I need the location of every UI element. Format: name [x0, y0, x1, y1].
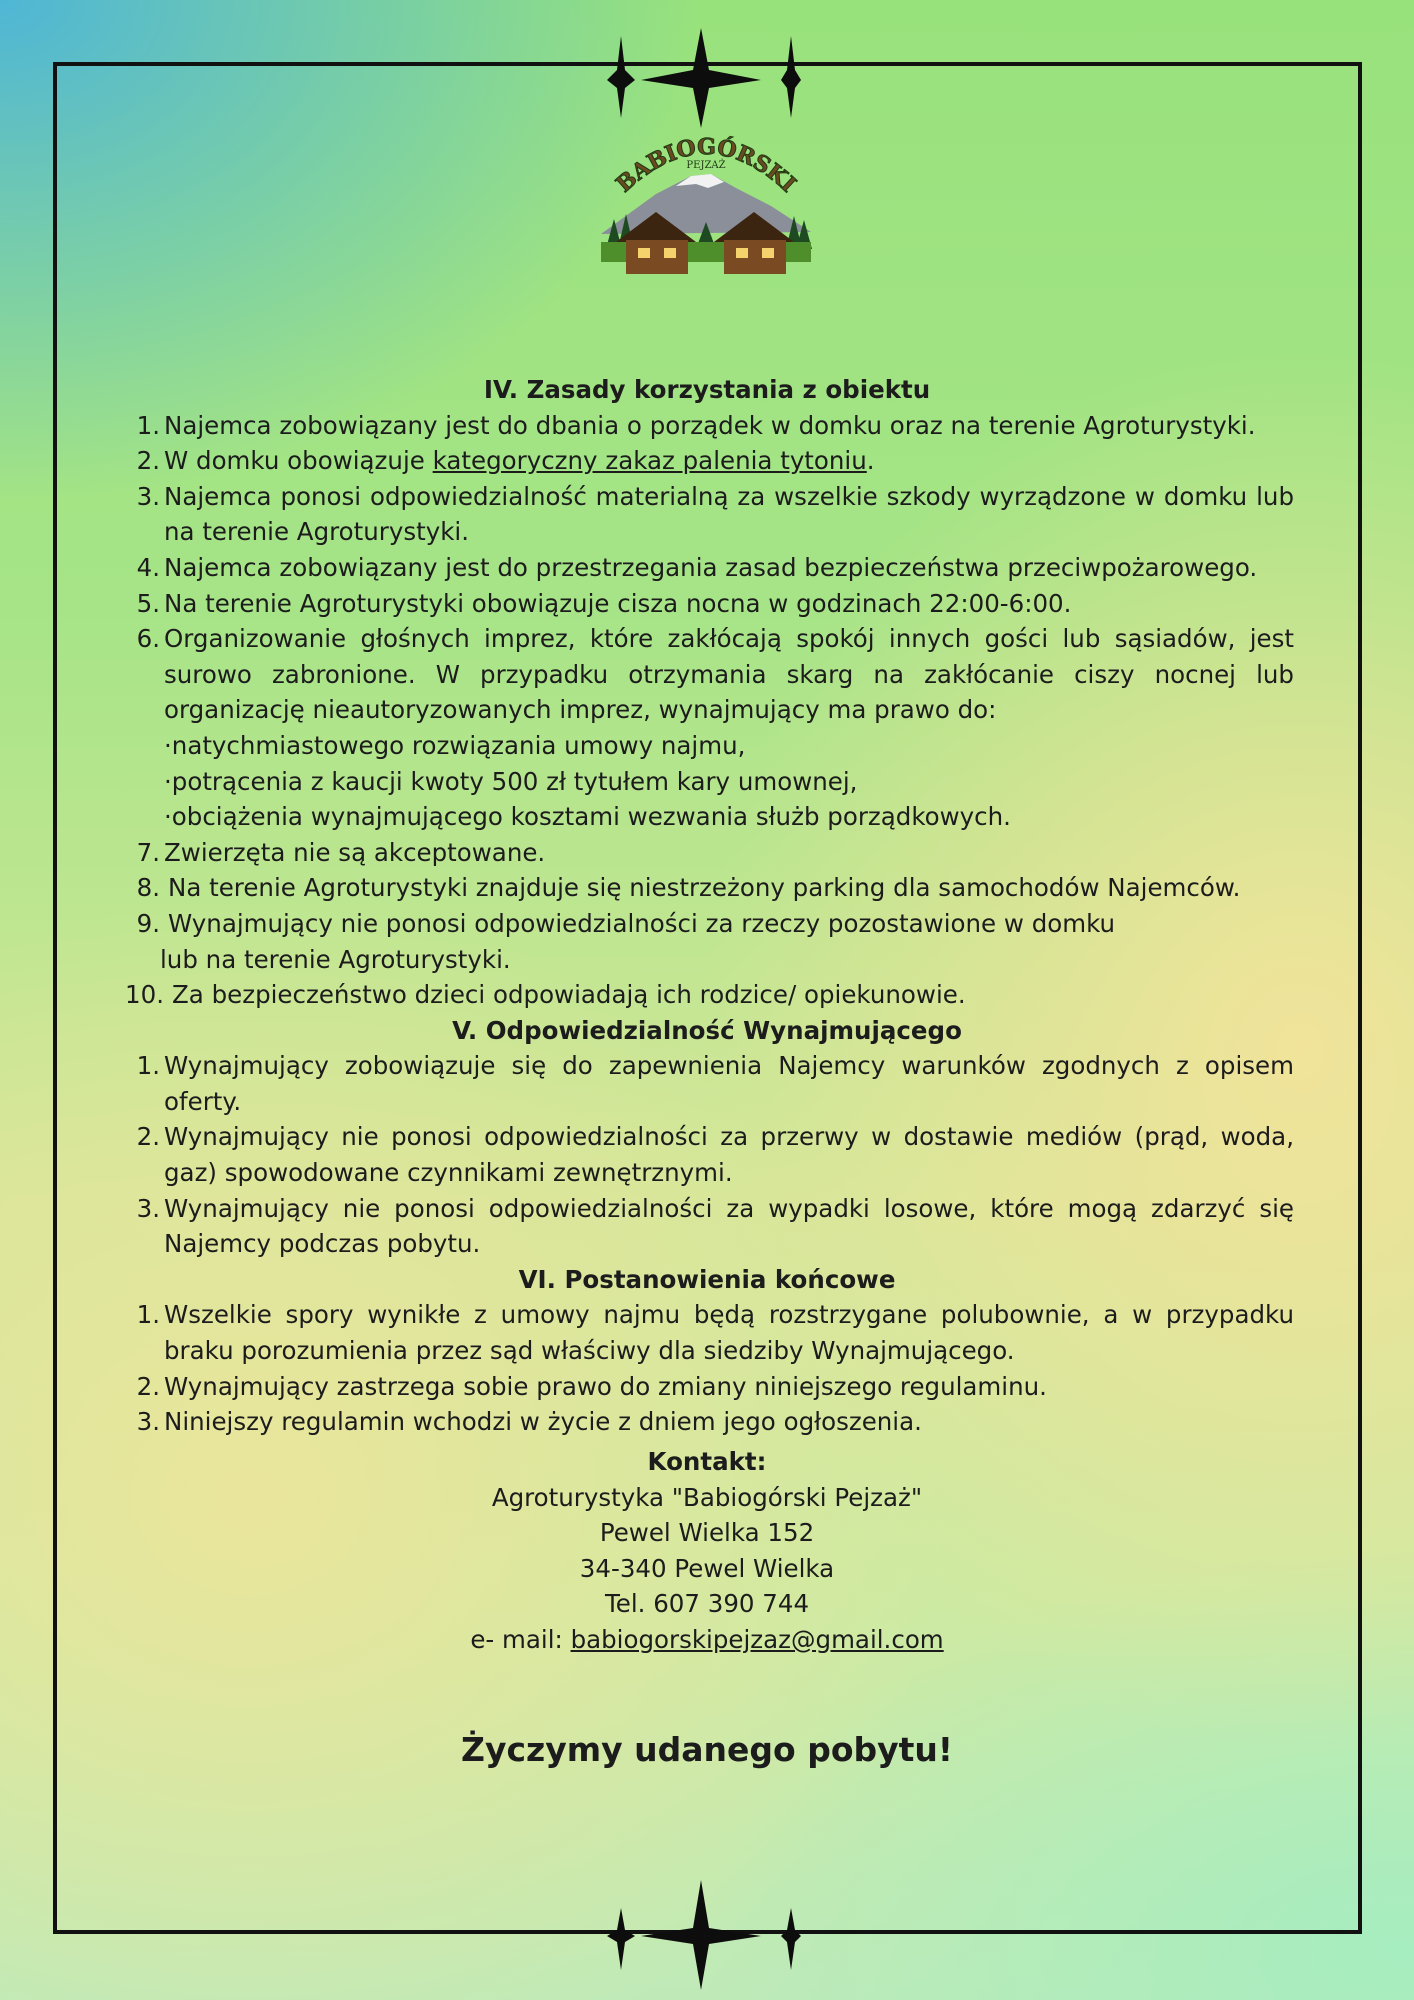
list-item: 9. Wynajmujący nie ponosi odpowiedzialności za rzeczy pozostawione w domku lub na terenie Agroturystyki.: [136, 908, 1116, 974]
list-item: 2. W domku obowiązuje kategoryczny zakaz palenia tytoniu.: [136, 446, 875, 476]
email-link[interactable]: babiogorskipejzaz@gmail.com: [570, 1624, 944, 1654]
logo-sub-text: PEJZAŻ: [686, 160, 726, 171]
closing-wish: Życzymy udanego pobytu!: [461, 1730, 953, 1769]
section-6-list: [120, 1297, 1294, 1439]
no-smoking-emphasis: kategoryczny zakaz palenia tytoniu: [432, 446, 867, 476]
section-4-title: IV. Zasady korzystania z obiektu: [483, 375, 931, 404]
contact-block: [120, 1444, 1294, 1658]
list-item: 2. Wynajmujący nie ponosi odpowiedzialności za przerwy w dostawie mediów (prąd, woda, gaz) spowodowane czynnikami zewnętrznymi.: [136, 1122, 1294, 1188]
logo-arc-text: BABIOGÓRSKI: [611, 133, 801, 198]
list-item: 3. Najemca ponosi odpowiedzialność materialną za wszelkie szkody wyrządzone w domku lub na terenie Agroturystyki.: [136, 481, 1294, 547]
list-item: 5. Na terenie Agroturystyki obowiązuje cisza nocna w godzinach 22:00-6:00.: [136, 588, 1072, 618]
regulations-content: [120, 372, 1294, 1440]
list-item: 1. Wszelkie spory wynikłe z umowy najmu będą rozstrzygane polubownie, a w przypadku braku porozumienia przez sąd właściwy dla siedziby Wynajmującego.: [136, 1300, 1294, 1366]
star-large: [641, 1880, 761, 1990]
top-star-ornament: [601, 28, 801, 128]
list-item: 4. Najemca zobowiązany jest do przestrzegania zasad bezpieczeństwa przeciwpożarowego.: [136, 552, 1258, 582]
list-item: 3. Wynajmujący nie ponosi odpowiedzialności za wypadki losowe, które mogą zdarzyć się Najemcy podczas pobytu.: [136, 1193, 1294, 1259]
contact-street: Pewel Wielka 152: [599, 1518, 815, 1548]
contact-name: Agroturystyka "Babiogórski Pejzaż": [491, 1482, 923, 1512]
sub-item: ·obciążenia wynajmującego kosztami wezwania służb porządkowych.: [164, 802, 1011, 832]
section-5-title: V. Odpowiedzialność Wynajmującego: [452, 1015, 962, 1045]
sub-item: ·potrącenia z kaucji kwoty 500 zł tytułem kary umownej,: [164, 766, 858, 796]
bottom-star-ornament: [601, 1880, 801, 1990]
contact-label: Kontakt:: [647, 1447, 767, 1476]
section-6-title: VI. Postanowienia końcowe: [518, 1264, 896, 1294]
section-5-list: [120, 1048, 1294, 1262]
list-item: 1. Wynajmujący zobowiązuje się do zapewnienia Najemcy warunków zgodnych z opisem oferty.: [136, 1051, 1294, 1116]
list-item: 7. Zwierzęta nie są akceptowane.: [136, 837, 546, 867]
section-4-list: [120, 408, 1294, 1013]
star-small-left: [607, 1908, 635, 1970]
list-item: 1. Najemca zobowiązany jest do dbania o porządek w domku oraz na terenie Agroturystyki.: [136, 410, 1256, 440]
list-item: 10. Za bezpieczeństwo dzieci odpowiadają ich rodzice/ opiekunowie.: [125, 980, 966, 1010]
star-small-left: [607, 36, 635, 118]
star-large: [641, 28, 761, 128]
contact-email-line: e- mail: babiogorskipejzaz@gmail.com: [470, 1624, 944, 1654]
star-small-right: [781, 1908, 801, 1970]
contact-city: 34-340 Pewel Wielka: [579, 1553, 835, 1583]
star-small-right: [781, 36, 801, 118]
contact-phone[interactable]: Tel. 607 390 744: [604, 1589, 810, 1619]
sub-item: ·natychmiastowego rozwiązania umowy najmu,: [164, 730, 746, 760]
list-item: 6. Organizowanie głośnych imprez, które zakłócają spokój innych gości lub sąsiadów, jest surowo zabronione. W przypadku otrzymania skarg na zakłócanie ciszy nocnej lub organizację nieautoryzowanych imprez, wynajmujący ma prawo do:: [136, 624, 1294, 725]
list-item: 8. Na terenie Agroturystyki znajduje się niestrzeżony parking dla samochodów Najemców.: [136, 873, 1241, 903]
babiogorski-logo: [596, 124, 816, 284]
list-item: 3. Niniejszy regulamin wchodzi w życie z dniem jego ogłoszenia.: [136, 1407, 922, 1437]
list-item: 2. Wynajmujący zastrzega sobie prawo do zmiany niniejszego regulaminu.: [136, 1371, 1047, 1401]
